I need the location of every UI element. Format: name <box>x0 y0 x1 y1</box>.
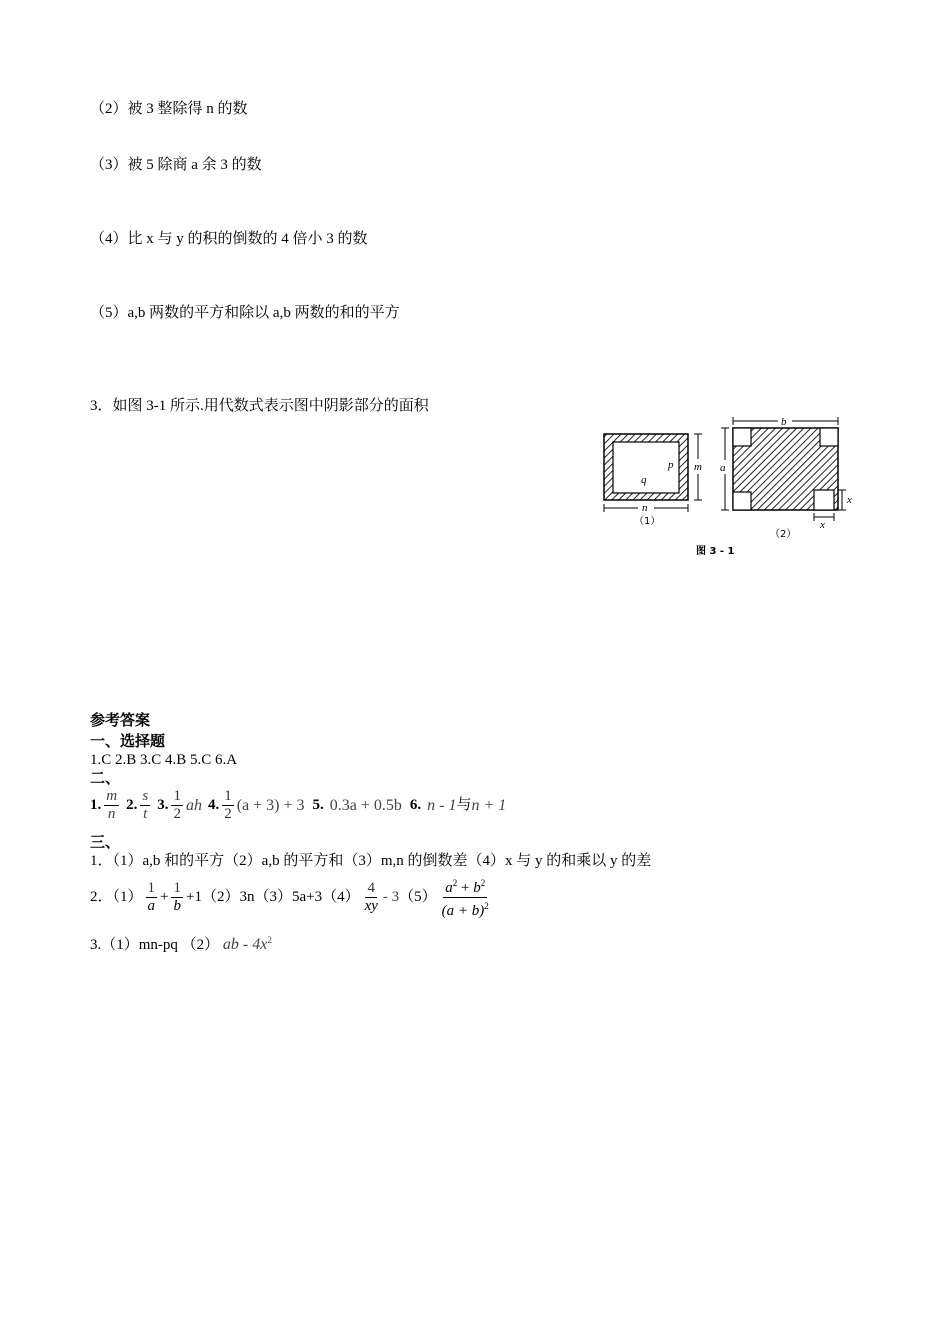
s3-2-p2: （2）3n（3）5a+3（4） <box>201 889 360 905</box>
s3-3-expr: ab - 4x <box>222 936 268 953</box>
s2-a4-den: 2 <box>224 806 232 822</box>
question-2-4 <box>90 100 248 118</box>
s3-2-f5-den: $(a + b)^2$ <box>441 901 489 919</box>
s2-n2: 2. <box>126 797 138 813</box>
s2-a4-tail: (a + 3) + 3 <box>236 797 305 814</box>
fig2-label-a: a <box>720 462 726 474</box>
s3-2-f1-den: a <box>147 898 156 914</box>
s3-2-f5-num: $a^2 + b^2$ <box>443 875 487 898</box>
s2-a5: 0.3a + 0.5b <box>329 797 402 814</box>
question-3: 3．如图 3-1 所示.用代数式表示图中阴影部分的面积 <box>90 398 429 414</box>
s2-n6: 6. <box>409 797 422 813</box>
s3-3-prefix: 3.（1）mn-pq （2） <box>90 937 220 953</box>
s3-2-f2 <box>171 880 183 915</box>
figure-1 <box>604 434 702 527</box>
s2-a6-right: n + 1 <box>471 797 507 814</box>
fig1-caption: （1） <box>634 516 661 527</box>
fig2-corner-tr <box>820 428 838 446</box>
s3-2-f1-num: 1 <box>147 880 156 896</box>
s2-n5: 5. <box>312 797 324 813</box>
question-2-5: （5）a,b 两数的平方和除以 a,b 两数的和的平方 <box>90 305 400 321</box>
s2-a4-frac <box>222 788 234 823</box>
s3-2-minus3: - 3 <box>382 889 400 905</box>
fig2-label-x-side: x <box>847 494 852 506</box>
fig2-caption: （2） <box>770 529 797 540</box>
fig1-label-n: n <box>642 502 648 514</box>
figure-3-1 <box>598 414 873 562</box>
s3-2-plus1: +1 <box>185 889 202 905</box>
s2-n1: 1. <box>90 797 102 813</box>
s2-a6-join: 与 <box>456 797 472 813</box>
s2-a3-tail: ah <box>185 797 202 814</box>
fig1-label-p: p <box>668 459 674 471</box>
fig2-corner-tl <box>733 428 751 446</box>
answers-heading: 参考答案 <box>90 713 151 729</box>
s3-2-f4 <box>363 880 380 915</box>
s2-a1-den: n <box>107 806 116 822</box>
s2-a4-num: 1 <box>224 788 232 804</box>
s3-2-f4-den: xy <box>364 898 378 914</box>
s3-2-f2-num: 1 <box>173 880 181 896</box>
fig1-label-m: m <box>694 461 702 473</box>
fig2-label-b: b <box>781 416 787 428</box>
section3-answer-1: 1．（1）a,b 和的平方（2）a,b 的平方和（3）m,n 的倒数差（4）x 与 y 的和乘以 y 的差 <box>90 853 652 869</box>
s2-a2-frac <box>140 788 150 823</box>
section3-title: 三、 <box>90 835 121 851</box>
s3-2-f5 <box>440 875 491 920</box>
question-2-2: （2）被 3 整除得 n 的数 <box>90 101 248 117</box>
section1-title: 一、选择题 <box>90 734 166 750</box>
section2-answers <box>90 788 506 823</box>
s3-2-p5: （5） <box>399 889 437 905</box>
section1-answers: 1.C 2.B 3.C 4.B 5.C 6.A <box>90 752 238 768</box>
fig1-label-q: q <box>641 474 647 486</box>
s3-3-sq: 2 <box>267 935 272 945</box>
s2-a1-frac <box>104 788 119 823</box>
s2-n4: 4. <box>207 797 220 813</box>
fig2-label-x-bottom: x <box>820 519 825 531</box>
s3-2-f2-den: b <box>173 898 181 914</box>
s2-a3-frac <box>171 788 183 823</box>
s3-2-prefix: 2．（1） <box>90 889 143 905</box>
question-2-3: （3）被 5 除商 a 余 3 的数 <box>90 157 262 173</box>
figure-title: 图 3 - 1 <box>696 546 735 557</box>
figure-2 <box>720 416 852 540</box>
s2-a6-left: n - 1 <box>427 797 457 814</box>
s2-n3: 3. <box>157 797 169 813</box>
s3-2-f4-num: 4 <box>367 880 375 896</box>
fig2-corner-bl <box>733 492 751 510</box>
question-2-4-text: （4）比 x 与 y 的积的倒数的 4 倍小 3 的数 <box>90 231 368 247</box>
s3-2-f1 <box>146 880 158 915</box>
s2-a2-num: s <box>142 788 149 804</box>
s2-a3-num: 1 <box>173 788 181 804</box>
fig2-corner-br <box>814 490 834 510</box>
s2-a2-den: t <box>143 806 148 822</box>
s2-a1-num: m <box>106 788 118 804</box>
section3-answer-2: 2．（1） $\frac{1}{a}$ + $\frac{1}{b}$ +1 （2）3n（3）5a+3（4） $\frac{4}{xy}$ - 3 （5） $\frac{a^2 + b^2}{(a + b)^2}$ <box>90 875 494 920</box>
section2-title: 二、 <box>90 771 121 787</box>
s2-a3-den: 2 <box>173 806 181 822</box>
section3-answer-3 <box>90 931 272 954</box>
